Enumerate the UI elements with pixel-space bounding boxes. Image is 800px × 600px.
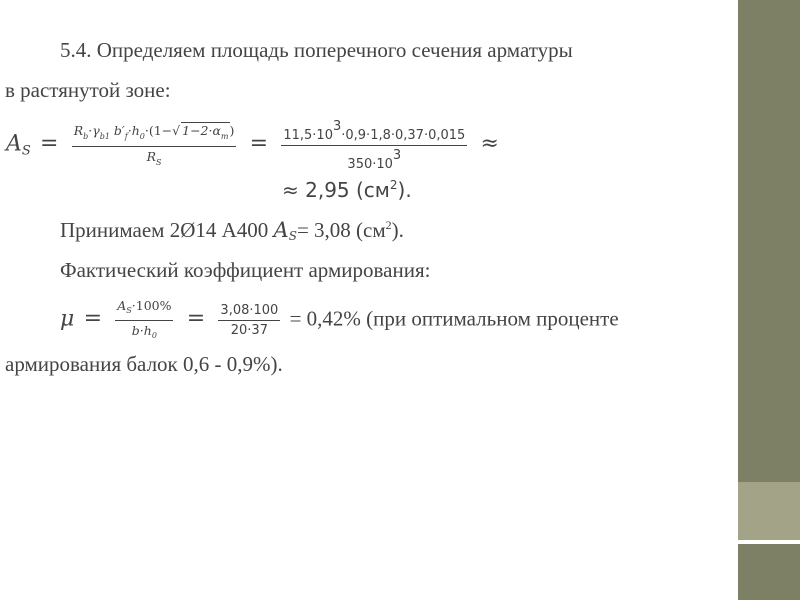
formula-as: $A_S$ = $\frac{R_b\cdot\gamma_{b1} b'_f\cdot h_0\cdot(1-√ 1-2\cdot\alpha_m)}{R_S}$ = $\frac{11,5\cdot 10^3\cdot 0,9\cdot 1,8\cdot 0,37\cdot 0,015}{350\cdot 10^3}$ ≈ xyxy=(6,119,499,172)
sidebar-accent-block xyxy=(738,482,800,540)
tail-line: армирования балок 0,6 - 0,9%). xyxy=(5,352,283,376)
heading-line1: 5.4. Определяем площадь поперечного сечения арматуры xyxy=(60,38,573,62)
heading-line2: в растянутой зоне: xyxy=(5,78,171,102)
result-as: ≈ 2,95 $(см^2)$. xyxy=(282,178,412,202)
fraction-as-numeric: $\frac{11,5\cdot 10^3\cdot 0,9\cdot 1,8\cdot 0,37\cdot 0,015}{350\cdot 10^3}$ xyxy=(283,119,466,172)
formula-mu: μ = $\frac{A_S\cdot 100\%}{b\cdot h_0}$ = $\frac{3,08\cdot 100}{20\cdot 37}$ = 0,42% (при оптимальном проценте xyxy=(60,298,619,343)
fraction-mu-general: $\frac{A_S\cdot 100\%}{b\cdot h_0}$ xyxy=(117,298,172,340)
sidebar-bottom-block xyxy=(738,544,800,600)
fraction-as-general: $\frac{R_b\cdot\gamma_{b1} b'_f\cdot h_0\cdot(1-√ 1-2\cdot\alpha_m)}{R_S}$ xyxy=(73,122,235,167)
coefficient-title: Фактический коэффициент армирования: xyxy=(60,258,431,282)
fraction-mu-numeric: $\frac{3,08\cdot 100}{20\cdot 37}$ xyxy=(220,303,279,338)
accepted-reinforcement: Принимаем 2Ø14 А400 $A_S= 3,08$ $(см^2)$. xyxy=(60,218,404,243)
